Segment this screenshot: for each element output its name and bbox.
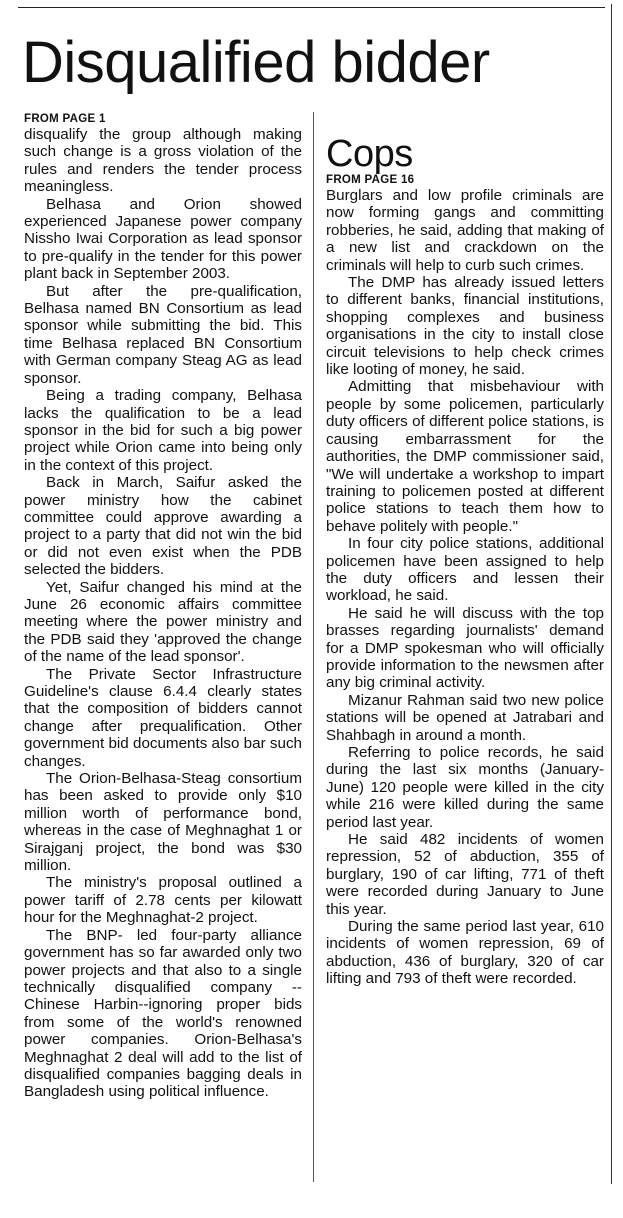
- paragraph: He said he will discuss with the top brasses regarding journalists' demand for a DMP spokesman who will officially provide information to the newsmen after any big criminal activity.: [326, 604, 604, 692]
- dateline-from-page-1: FROM PAGE 1: [24, 113, 106, 125]
- paragraph: disqualify the group although making such change is a gross violation of the rules and renders the tender process meaningless.: [24, 126, 302, 196]
- column-divider: [313, 112, 314, 1182]
- paragraph: Mizanur Rahman said two new police stations will be opened at Jatrabari and Shahbagh in around a month.: [326, 691, 604, 744]
- dateline-from-page-16: FROM PAGE 16: [326, 174, 415, 186]
- paragraph: During the same period last year, 610 incidents of women repression, 69 of abduction, 436 of burglary, 320 of car lifting and 793 of theft were recorded.: [326, 918, 604, 988]
- left-column: [24, 113, 302, 1101]
- paragraph: The ministry's proposal outlined a power tariff of 2.78 cents per kilowatt hour for the Meghnaghat-2 project.: [24, 874, 302, 927]
- paragraph: Belhasa and Orion showed experienced Japanese power company Nissho Iwai Corporation as lead sponsor to pre-qualify in the tender for this power plant back in September 2003.: [24, 195, 302, 283]
- top-rule: [18, 7, 605, 8]
- right-border-rule: [611, 4, 612, 1184]
- cops-headline: Cops: [326, 133, 413, 175]
- paragraph: Admitting that misbehaviour with people by some policemen, particularly duty officers of different police stations, is causing embarrassment for the authorities, the DMP commissioner said, "We will undertake a workshop to impart training to policemen posted at different police stations to teach them how to behave politely with people.": [326, 378, 604, 535]
- paragraph: Back in March, Saifur asked the power ministry how the cabinet committee could approve awarding a project to a party that did not win the bid or did not even exist when the PDB selected the bidders.: [24, 474, 302, 579]
- paragraph: Being a trading company, Belhasa lacks the qualification to be a lead sponsor in the bid for such a big power project while Orion came into being only in the context of this project.: [24, 387, 302, 474]
- paragraph: He said 482 incidents of women repression, 52 of abduction, 355 of burglary, 190 of car lifting, 771 of theft were recorded during January to June this year.: [326, 831, 604, 918]
- article-headline: Disqualified bidder: [22, 30, 490, 95]
- paragraph: The Orion-Belhasa-Steag consortium has been asked to provide only $10 million worth of performance bond, whereas in the case of Meghnaghat 1 or Sirajganj project, the bond was $30 million.: [24, 770, 302, 875]
- paragraph: But after the pre-qualification, Belhasa named BN Consortium as lead sponsor while submitting the bid. This time Belhasa replaced BN Consortium with German company Steag AG as lead sponsor.: [24, 282, 302, 387]
- right-column: [326, 116, 604, 988]
- paragraph: The DMP has already issued letters to different banks, financial institutions, shopping complexes and business organisations in the city to install close circuit televisions to help check crimes like looting of money, he said.: [326, 274, 604, 379]
- paragraph: In four city police stations, additional policemen have been assigned to help the duty officers and lessen their workload, he said.: [326, 535, 604, 605]
- paragraph: Burglars and low profile criminals are now forming gangs and committing robberies, he said, adding that making of a new list and crackdown on the criminals will help to curb such crimes.: [326, 187, 604, 274]
- paragraph: Yet, Saifur changed his mind at the June 26 economic affairs committee meeting where the power ministry and the PDB said they 'approved the change of the name of the lead sponsor'.: [24, 578, 302, 666]
- paragraph: The Private Sector Infrastructure Guideline's clause 6.4.4 clearly states that the composition of bidders cannot change after prequalification. Other government bid documents also bar such changes.: [24, 665, 302, 770]
- paragraph: The BNP- led four-party alliance government has so far awarded only two power projects and that also to a single technically disqualified company --Chinese Harbin--ignoring proper bids from some of the world's renowned power companies. Orion-Belhasa's Meghnaghat 2 deal will add to the list of disqualified companies bagging deals in Bangladesh using political influence.: [24, 926, 302, 1101]
- paragraph: Referring to police records, he said during the last six months (January-June) 120 people were killed in the city while 216 were killed during the same period last year.: [326, 744, 604, 831]
